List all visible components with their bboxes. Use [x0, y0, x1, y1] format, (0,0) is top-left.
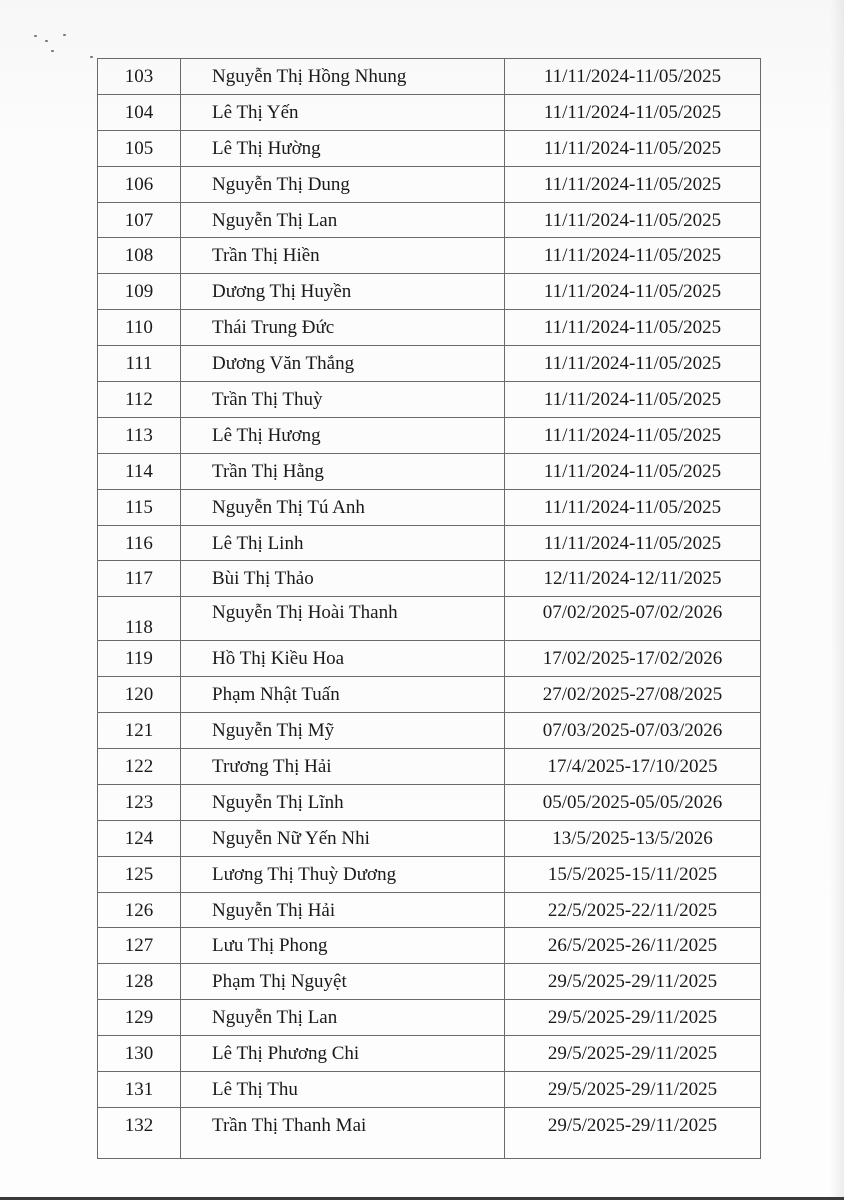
row-number-cell: 105 [98, 130, 181, 166]
table-row [98, 561, 761, 597]
table-row [98, 928, 761, 964]
employee-name-cell: Nguyễn Thị Lan [181, 1000, 505, 1036]
row-number-cell: 120 [98, 677, 181, 713]
employee-name-cell: Lê Thị Phương Chi [181, 1036, 505, 1072]
row-number-cell: 104 [98, 94, 181, 130]
employee-name-cell: Bùi Thị Thảo [181, 561, 505, 597]
contract-period-cell: 11/11/2024-11/05/2025 [505, 59, 761, 95]
contract-period-cell: 29/5/2025-29/11/2025 [505, 1000, 761, 1036]
table-row [98, 202, 761, 238]
table-row [98, 641, 761, 677]
employee-name-cell: Nguyễn Thị Tú Anh [181, 489, 505, 525]
row-number-cell: 130 [98, 1036, 181, 1072]
table-row [98, 1000, 761, 1036]
scan-speck [45, 40, 48, 42]
row-number-cell: 127 [98, 928, 181, 964]
employee-name-cell: Trần Thị Thuỳ [181, 382, 505, 418]
table-row [98, 525, 761, 561]
row-number-cell: 123 [98, 784, 181, 820]
contract-period-cell: 11/11/2024-11/05/2025 [505, 94, 761, 130]
employee-name-cell: Nguyễn Thị Lĩnh [181, 784, 505, 820]
contract-period-cell: 22/5/2025-22/11/2025 [505, 892, 761, 928]
personnel-table-body [98, 59, 761, 1159]
contract-period-cell: 11/11/2024-11/05/2025 [505, 202, 761, 238]
row-number-cell: 109 [98, 274, 181, 310]
contract-period-cell: 29/5/2025-29/11/2025 [505, 1107, 761, 1158]
contract-period-cell: 15/5/2025-15/11/2025 [505, 856, 761, 892]
table-row [98, 489, 761, 525]
row-number-cell: 128 [98, 964, 181, 1000]
employee-name-cell: Trần Thị Hiền [181, 238, 505, 274]
row-number-cell: 107 [98, 202, 181, 238]
personnel-table [97, 58, 761, 1159]
table-row [98, 1036, 761, 1072]
table-row [98, 964, 761, 1000]
page-edge-shadow [830, 0, 844, 1200]
employee-name-cell: Lê Thị Thu [181, 1072, 505, 1108]
row-number-cell: 106 [98, 166, 181, 202]
contract-period-cell: 27/02/2025-27/08/2025 [505, 677, 761, 713]
contract-period-cell: 11/11/2024-11/05/2025 [505, 130, 761, 166]
employee-name-cell: Trần Thị Thanh Mai [181, 1107, 505, 1158]
employee-name-cell: Lê Thị Yến [181, 94, 505, 130]
contract-period-cell: 11/11/2024-11/05/2025 [505, 274, 761, 310]
scan-speck [51, 50, 54, 52]
contract-period-cell: 11/11/2024-11/05/2025 [505, 238, 761, 274]
employee-name-cell: Lê Thị Hường [181, 130, 505, 166]
row-number-cell: 111 [98, 346, 181, 382]
row-number-cell: 121 [98, 713, 181, 749]
employee-name-cell: Nguyễn Nữ Yến Nhi [181, 820, 505, 856]
contract-period-cell: 11/11/2024-11/05/2025 [505, 166, 761, 202]
employee-name-cell: Nguyễn Thị Hoài Thanh [181, 597, 505, 641]
table-row [98, 346, 761, 382]
table-row [98, 1107, 761, 1158]
table-row [98, 892, 761, 928]
table-row [98, 713, 761, 749]
contract-period-cell: 11/11/2024-11/05/2025 [505, 453, 761, 489]
table-row [98, 238, 761, 274]
contract-period-cell: 11/11/2024-11/05/2025 [505, 525, 761, 561]
contract-period-cell: 11/11/2024-11/05/2025 [505, 417, 761, 453]
row-number-cell: 114 [98, 453, 181, 489]
employee-name-cell: Dương Văn Thắng [181, 346, 505, 382]
row-number-cell: 116 [98, 525, 181, 561]
row-number-cell: 126 [98, 892, 181, 928]
row-number-cell: 129 [98, 1000, 181, 1036]
contract-period-cell: 17/02/2025-17/02/2026 [505, 641, 761, 677]
table-row [98, 820, 761, 856]
employee-name-cell: Thái Trung Đức [181, 310, 505, 346]
employee-name-cell: Phạm Nhật Tuấn [181, 677, 505, 713]
table-row [98, 1072, 761, 1108]
contract-period-cell: 07/02/2025-07/02/2026 [505, 597, 761, 641]
scan-speck [34, 35, 37, 37]
contract-period-cell: 11/11/2024-11/05/2025 [505, 382, 761, 418]
table-row [98, 310, 761, 346]
table-row [98, 784, 761, 820]
employee-name-cell: Lương Thị Thuỳ Dương [181, 856, 505, 892]
employee-name-cell: Trương Thị Hải [181, 749, 505, 785]
row-number-cell: 124 [98, 820, 181, 856]
employee-name-cell: Lê Thị Hương [181, 417, 505, 453]
employee-name-cell: Nguyễn Thị Hồng Nhung [181, 59, 505, 95]
table-row [98, 453, 761, 489]
contract-period-cell: 13/5/2025-13/5/2026 [505, 820, 761, 856]
employee-name-cell: Nguyễn Thị Hải [181, 892, 505, 928]
table-row [98, 597, 761, 641]
row-number-cell: 131 [98, 1072, 181, 1108]
table-row [98, 166, 761, 202]
contract-period-cell: 29/5/2025-29/11/2025 [505, 1072, 761, 1108]
table-row [98, 677, 761, 713]
table-row [98, 417, 761, 453]
row-number-cell: 108 [98, 238, 181, 274]
contract-period-cell: 29/5/2025-29/11/2025 [505, 964, 761, 1000]
table-row [98, 382, 761, 418]
contract-period-cell: 11/11/2024-11/05/2025 [505, 489, 761, 525]
employee-name-cell: Nguyễn Thị Dung [181, 166, 505, 202]
row-number-cell: 115 [98, 489, 181, 525]
contract-period-cell: 11/11/2024-11/05/2025 [505, 310, 761, 346]
row-number-cell: 132 [98, 1107, 181, 1158]
contract-period-cell: 07/03/2025-07/03/2026 [505, 713, 761, 749]
contract-period-cell: 12/11/2024-12/11/2025 [505, 561, 761, 597]
table-row [98, 130, 761, 166]
table-row [98, 274, 761, 310]
row-number-cell: 112 [98, 382, 181, 418]
row-number-cell: 117 [98, 561, 181, 597]
employee-name-cell: Dương Thị Huyền [181, 274, 505, 310]
contract-period-cell: 17/4/2025-17/10/2025 [505, 749, 761, 785]
row-number-cell: 103 [98, 59, 181, 95]
table-row [98, 749, 761, 785]
row-number-cell: 118 [98, 597, 181, 641]
row-number-cell: 122 [98, 749, 181, 785]
employee-name-cell: Nguyễn Thị Mỹ [181, 713, 505, 749]
table-row [98, 94, 761, 130]
row-number-cell: 125 [98, 856, 181, 892]
scan-speck [90, 56, 93, 58]
row-number-cell: 119 [98, 641, 181, 677]
employee-name-cell: Nguyễn Thị Lan [181, 202, 505, 238]
scan-speck [63, 34, 66, 36]
row-number-cell: 113 [98, 417, 181, 453]
employee-name-cell: Hồ Thị Kiều Hoa [181, 641, 505, 677]
employee-name-cell: Lê Thị Linh [181, 525, 505, 561]
table-row [98, 59, 761, 95]
contract-period-cell: 26/5/2025-26/11/2025 [505, 928, 761, 964]
contract-period-cell: 05/05/2025-05/05/2026 [505, 784, 761, 820]
row-number-cell: 110 [98, 310, 181, 346]
table-row [98, 856, 761, 892]
employee-name-cell: Lưu Thị Phong [181, 928, 505, 964]
contract-period-cell: 29/5/2025-29/11/2025 [505, 1036, 761, 1072]
contract-period-cell: 11/11/2024-11/05/2025 [505, 346, 761, 382]
employee-name-cell: Trần Thị Hằng [181, 453, 505, 489]
employee-name-cell: Phạm Thị Nguyệt [181, 964, 505, 1000]
